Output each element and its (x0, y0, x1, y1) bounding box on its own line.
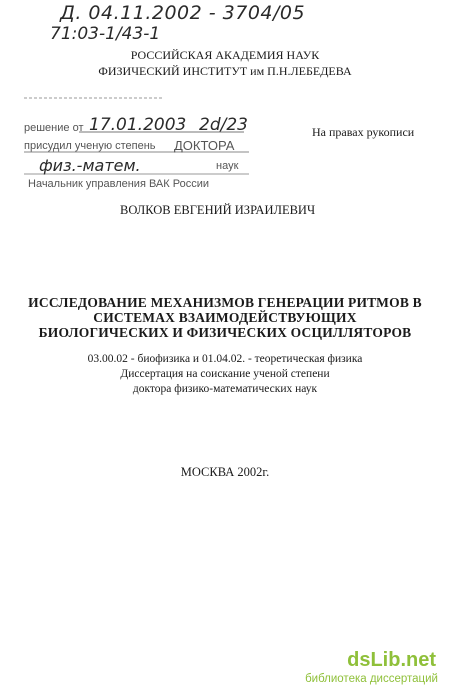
specialty-line: 03.00.02 - биофизика и 01.04.02. - теоретическая физика (87, 353, 363, 365)
archive-code-handwritten: 71:03-1/43-1 (50, 24, 161, 44)
stamp-decision-number: 2d/23 (199, 115, 248, 135)
title-line: СИСТЕМАХ ВЗАИМОДЕЙСТВУЮЩИХ (93, 310, 357, 325)
stamp-decision-prefix: решение от (24, 122, 84, 134)
manuscript-rights: На правах рукописи (312, 125, 415, 139)
stamp-degree-word: ДОКТОРА (174, 138, 235, 153)
institute-name: ФИЗИЧЕСКИЙ ИНСТИТУТ им П.Н.ЛЕБЕДЕВА (98, 64, 352, 78)
dslib-subtitle: библиотека диссертаций (305, 673, 438, 685)
stamp-science-handwritten: физ.-матем. (39, 156, 141, 175)
degree-purpose-line: Диссертация на соискание ученой степени (120, 368, 330, 380)
dslib-logo: dsLib.net (347, 649, 436, 671)
vak-stamp (24, 88, 249, 198)
author-name: ВОЛКОВ ЕВГЕНИЙ ИЗРАИЛЕВИЧ (120, 203, 316, 217)
city-year: МОСКВА 2002г. (180, 465, 270, 479)
stamp-signature-line: Начальник управления ВАК России (28, 178, 209, 190)
title-line: ИССЛЕДОВАНИЕ МЕХАНИЗМОВ ГЕНЕРАЦИИ РИТМОВ В (28, 295, 422, 310)
title-line: БИОЛОГИЧЕСКИХ И ФИЗИЧЕСКИХ ОСЦИЛЛЯТОРОВ (38, 325, 412, 340)
stamp-decision-date: 17.01.2003 (89, 115, 187, 135)
dissertation-title (0, 295, 450, 340)
stamp-degree-line: присудил ученую степень (24, 140, 156, 152)
academy-name: РОССИЙСКАЯ АКАДЕМИЯ НАУК (130, 48, 320, 62)
stamp-science-suffix: наук (216, 160, 239, 172)
degree-level-line: доктора физико-математических наук (132, 383, 318, 395)
registration-number-handwritten: Д. 04.11.2002 - 3704/05 (60, 2, 306, 24)
dissertation-details (0, 352, 450, 397)
